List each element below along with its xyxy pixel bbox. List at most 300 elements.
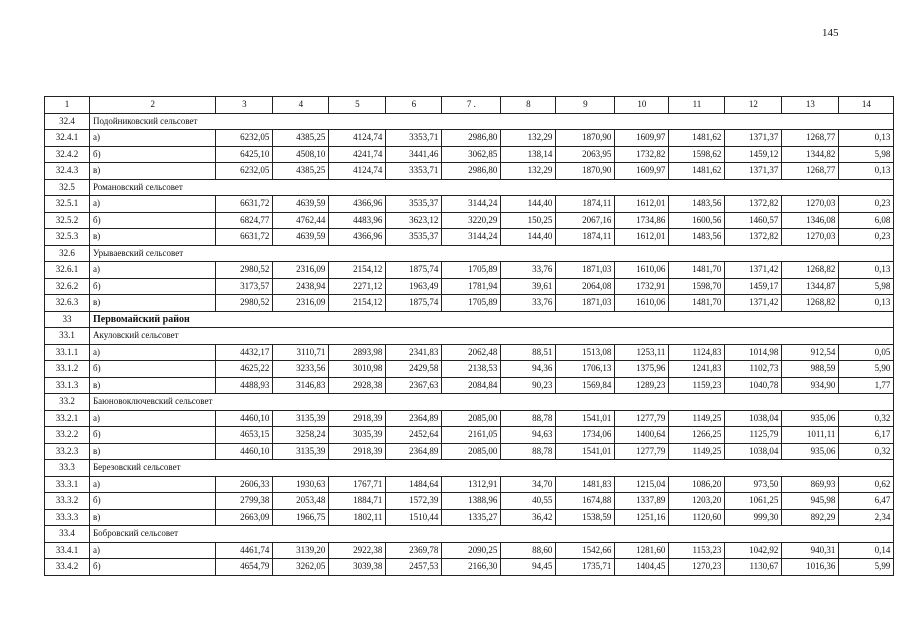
value-cell: 1706,13 [556,361,615,378]
value-cell: 6232,05 [216,163,273,180]
section-row [45,179,894,196]
value-cell: 1277,79 [615,410,669,427]
value-cell: 2316,09 [273,262,329,279]
section-title: Баюновоключевский сельсовет [90,394,216,411]
value-cell: 3035,39 [329,427,386,444]
row-code: 33.1.3 [45,377,90,394]
value-cell: 1541,01 [556,410,615,427]
value-cell: 1120,60 [669,509,725,526]
section-filler [216,394,894,411]
row-code: 32.4.1 [45,130,90,147]
value-cell: 1124,83 [669,344,725,361]
table-row [45,361,894,378]
row-variant: б) [90,427,216,444]
header-cell: 14 [839,97,894,114]
value-cell: 90,23 [501,377,556,394]
value-cell: 2064,08 [556,278,615,295]
table-row [45,559,894,576]
table-row [45,163,894,180]
table-row [45,229,894,246]
row-variant: а) [90,410,216,427]
value-cell: 1460,57 [725,212,782,229]
row-code: 33.3.1 [45,476,90,493]
header-cell: 1 [45,97,90,114]
value-cell: 1404,45 [615,559,669,576]
value-cell: 2980,52 [216,262,273,279]
row-variant: б) [90,278,216,295]
value-cell: 5,99 [839,559,894,576]
value-cell: 1609,97 [615,163,669,180]
value-cell: 5,98 [839,146,894,163]
value-cell: 0,05 [839,344,894,361]
value-cell: 1371,42 [725,262,782,279]
value-cell: 1344,82 [782,146,839,163]
value-cell: 4625,22 [216,361,273,378]
value-cell: 3135,39 [273,410,329,427]
value-cell: 1735,71 [556,559,615,576]
header-cell: 6 [386,97,442,114]
value-cell: 1149,25 [669,443,725,460]
value-cell: 2980,52 [216,295,273,312]
value-cell: 4366,96 [329,229,386,246]
value-cell: 1268,77 [782,163,839,180]
value-cell: 1600,56 [669,212,725,229]
value-cell: 0,23 [839,229,894,246]
value-cell: 94,63 [501,427,556,444]
value-cell: 3353,71 [386,130,442,147]
value-cell: 39,61 [501,278,556,295]
row-code: 32.6.2 [45,278,90,295]
value-cell: 1598,70 [669,278,725,295]
value-cell: 3135,39 [273,443,329,460]
value-cell: 945,98 [782,493,839,510]
value-cell: 0,32 [839,443,894,460]
section-title: Подойниковский сельсовет [90,113,216,130]
value-cell: 6631,72 [216,196,273,213]
row-code: 32.5.1 [45,196,90,213]
value-cell: 1732,82 [615,146,669,163]
value-cell: 1612,01 [615,229,669,246]
header-cell: 3 [216,97,273,114]
value-cell: 6,08 [839,212,894,229]
value-cell: 1874,11 [556,196,615,213]
value-cell: 0,13 [839,295,894,312]
value-cell: 1875,74 [386,295,442,312]
row-variant: в) [90,509,216,526]
value-cell: 2663,09 [216,509,273,526]
value-cell: 1963,49 [386,278,442,295]
value-cell: 988,59 [782,361,839,378]
value-cell: 2918,39 [329,443,386,460]
row-variant: б) [90,146,216,163]
value-cell: 1016,36 [782,559,839,576]
value-cell: 1375,96 [615,361,669,378]
table-row [45,377,894,394]
value-cell: 1541,01 [556,443,615,460]
value-cell: 0,13 [839,163,894,180]
value-cell: 2369,78 [386,542,442,559]
table-row [45,542,894,559]
value-cell: 1042,92 [725,542,782,559]
row-variant: в) [90,163,216,180]
value-cell: 1371,42 [725,295,782,312]
value-cell: 2457,53 [386,559,442,576]
value-cell: 1266,25 [669,427,725,444]
value-cell: 2316,09 [273,295,329,312]
value-cell: 2367,63 [386,377,442,394]
value-cell: 1484,64 [386,476,442,493]
value-cell: 1610,06 [615,295,669,312]
value-cell: 4124,74 [329,130,386,147]
tariff-table [44,96,894,576]
section-row [45,328,894,345]
row-variant: а) [90,262,216,279]
value-cell: 34,70 [501,476,556,493]
value-cell: 1203,20 [669,493,725,510]
section-filler [216,311,894,328]
header-cell: 10 [615,97,669,114]
value-cell: 88,51 [501,344,556,361]
table-row [45,443,894,460]
value-cell: 2799,38 [216,493,273,510]
header-cell: 4 [273,97,329,114]
row-code: 33.4.2 [45,559,90,576]
value-cell: 1289,23 [615,377,669,394]
value-cell: 4241,74 [329,146,386,163]
section-filler [216,113,894,130]
value-cell: 1086,20 [669,476,725,493]
value-cell: 88,60 [501,542,556,559]
value-cell: 1870,90 [556,163,615,180]
value-cell: 1930,63 [273,476,329,493]
value-cell: 1510,44 [386,509,442,526]
value-cell: 132,29 [501,163,556,180]
value-cell: 1011,11 [782,427,839,444]
section-code: 33.2 [45,394,90,411]
value-cell: 1459,12 [725,146,782,163]
value-cell: 1159,23 [669,377,725,394]
header-cell: 8 [501,97,556,114]
row-code: 32.5.2 [45,212,90,229]
value-cell: 6631,72 [216,229,273,246]
value-cell: 912,54 [782,344,839,361]
table-row [45,493,894,510]
value-cell: 4385,25 [273,130,329,147]
value-cell: 2063,95 [556,146,615,163]
value-cell: 6,17 [839,427,894,444]
row-code: 33.2.3 [45,443,90,460]
value-cell: 3258,24 [273,427,329,444]
table-row [45,212,894,229]
value-cell: 1061,25 [725,493,782,510]
value-cell: 1483,56 [669,196,725,213]
header-cell: 2 [90,97,216,114]
table-row [45,262,894,279]
value-cell: 94,36 [501,361,556,378]
value-cell: 2364,89 [386,410,442,427]
row-code: 33.2.1 [45,410,90,427]
row-variant: а) [90,130,216,147]
row-variant: б) [90,493,216,510]
value-cell: 1337,89 [615,493,669,510]
value-cell: 1040,78 [725,377,782,394]
section-row [45,526,894,543]
value-cell: 3233,56 [273,361,329,378]
value-cell: 2154,12 [329,295,386,312]
value-cell: 1781,94 [442,278,501,295]
table-row [45,146,894,163]
value-cell: 2067,16 [556,212,615,229]
value-cell: 1215,04 [615,476,669,493]
value-cell: 1130,67 [725,559,782,576]
value-cell: 2085,00 [442,443,501,460]
value-cell: 3441,46 [386,146,442,163]
row-variant: а) [90,344,216,361]
value-cell: 1277,79 [615,443,669,460]
value-cell: 1270,23 [669,559,725,576]
value-cell: 2922,38 [329,542,386,559]
value-cell: 4762,44 [273,212,329,229]
value-cell: 1870,90 [556,130,615,147]
section-row [45,394,894,411]
value-cell: 3144,24 [442,229,501,246]
district-row [45,311,894,328]
value-cell: 4461,74 [216,542,273,559]
value-cell: 3139,20 [273,542,329,559]
row-variant: в) [90,443,216,460]
value-cell: 2053,48 [273,493,329,510]
value-cell: 2606,33 [216,476,273,493]
value-cell: 0,13 [839,130,894,147]
value-cell: 1732,91 [615,278,669,295]
header-cell: 11 [669,97,725,114]
row-variant: а) [90,196,216,213]
value-cell: 2928,38 [329,377,386,394]
value-cell: 3062,85 [442,146,501,163]
section-row [45,113,894,130]
value-cell: 1281,60 [615,542,669,559]
value-cell: 1372,82 [725,229,782,246]
value-cell: 2,34 [839,509,894,526]
value-cell: 144,40 [501,229,556,246]
section-code: 32.5 [45,179,90,196]
value-cell: 0,62 [839,476,894,493]
value-cell: 2452,64 [386,427,442,444]
table-row [45,509,894,526]
section-code: 33 [45,311,90,328]
value-cell: 1253,11 [615,344,669,361]
value-cell: 934,90 [782,377,839,394]
section-title: Акуловский сельсовет [90,328,216,345]
value-cell: 0,23 [839,196,894,213]
value-cell: 0,13 [839,262,894,279]
section-filler [216,179,894,196]
value-cell: 1268,82 [782,295,839,312]
value-cell: 2986,80 [442,163,501,180]
value-cell: 4460,10 [216,410,273,427]
value-cell: 1371,37 [725,130,782,147]
value-cell: 3173,57 [216,278,273,295]
value-cell: 1400,64 [615,427,669,444]
value-cell: 2986,80 [442,130,501,147]
value-cell: 1734,06 [556,427,615,444]
value-cell: 36,42 [501,509,556,526]
section-code: 32.6 [45,245,90,262]
header-cell: 13 [782,97,839,114]
value-cell: 1125,79 [725,427,782,444]
value-cell: 4654,79 [216,559,273,576]
value-cell: 1312,91 [442,476,501,493]
value-cell: 1268,77 [782,130,839,147]
value-cell: 1481,70 [669,295,725,312]
value-cell: 3535,37 [386,196,442,213]
row-code: 32.4.3 [45,163,90,180]
value-cell: 2084,84 [442,377,501,394]
row-variant: а) [90,542,216,559]
value-cell: 33,76 [501,262,556,279]
section-title: Урывaевский сельсовет [90,245,216,262]
table-row [45,410,894,427]
value-cell: 2438,94 [273,278,329,295]
value-cell: 1481,83 [556,476,615,493]
value-cell: 2918,39 [329,410,386,427]
value-cell: 3353,71 [386,163,442,180]
value-cell: 1268,82 [782,262,839,279]
value-cell: 3110,71 [273,344,329,361]
row-variant: б) [90,361,216,378]
value-cell: 935,06 [782,443,839,460]
value-cell: 2893,98 [329,344,386,361]
value-cell: 1767,71 [329,476,386,493]
value-cell: 1538,59 [556,509,615,526]
value-cell: 1705,89 [442,262,501,279]
value-cell: 6425,10 [216,146,273,163]
value-cell: 4366,96 [329,196,386,213]
value-cell: 2166,30 [442,559,501,576]
district-title: Первомайский район [90,311,216,328]
value-cell: 1483,56 [669,229,725,246]
value-cell: 6,47 [839,493,894,510]
section-filler [216,460,894,477]
value-cell: 1966,75 [273,509,329,526]
value-cell: 3623,12 [386,212,442,229]
value-cell: 1102,73 [725,361,782,378]
value-cell: 1149,25 [669,410,725,427]
table-row [45,130,894,147]
value-cell: 1609,97 [615,130,669,147]
row-variant: в) [90,229,216,246]
value-cell: 999,30 [725,509,782,526]
section-title: Романовский сельсовет [90,179,216,196]
value-cell: 4653,15 [216,427,273,444]
value-cell: 1481,62 [669,163,725,180]
value-cell: 1241,83 [669,361,725,378]
value-cell: 1459,17 [725,278,782,295]
row-code: 33.1.2 [45,361,90,378]
value-cell: 4432,17 [216,344,273,361]
value-cell: 1270,03 [782,229,839,246]
value-cell: 138,14 [501,146,556,163]
value-cell: 4483,96 [329,212,386,229]
section-filler [216,526,894,543]
value-cell: 1335,27 [442,509,501,526]
value-cell: 1598,62 [669,146,725,163]
value-cell: 144,40 [501,196,556,213]
value-cell: 2271,12 [329,278,386,295]
value-cell: 1388,96 [442,493,501,510]
section-code: 33.3 [45,460,90,477]
value-cell: 2138,53 [442,361,501,378]
table-row [45,476,894,493]
value-cell: 1372,82 [725,196,782,213]
value-cell: 1871,03 [556,295,615,312]
row-code: 33.3.2 [45,493,90,510]
value-cell: 2085,00 [442,410,501,427]
row-code: 33.2.2 [45,427,90,444]
value-cell: 940,31 [782,542,839,559]
value-cell: 88,78 [501,410,556,427]
row-code: 32.6.3 [45,295,90,312]
value-cell: 1569,84 [556,377,615,394]
value-cell: 4508,10 [273,146,329,163]
value-cell: 6232,05 [216,130,273,147]
value-cell: 2341,83 [386,344,442,361]
value-cell: 1874,11 [556,229,615,246]
value-cell: 132,29 [501,130,556,147]
value-cell: 1513,08 [556,344,615,361]
value-cell: 4385,25 [273,163,329,180]
value-cell: 1153,23 [669,542,725,559]
row-variant: в) [90,295,216,312]
section-code: 32.4 [45,113,90,130]
value-cell: 892,29 [782,509,839,526]
value-cell: 4124,74 [329,163,386,180]
row-code: 33.4.1 [45,542,90,559]
value-cell: 2429,58 [386,361,442,378]
value-cell: 1572,39 [386,493,442,510]
header-cell: 7 . [442,97,501,114]
page-number: 145 [822,27,839,39]
value-cell: 0,14 [839,542,894,559]
value-cell: 1674,88 [556,493,615,510]
value-cell: 1346,08 [782,212,839,229]
value-cell: 1612,01 [615,196,669,213]
value-cell: 150,25 [501,212,556,229]
value-cell: 1705,89 [442,295,501,312]
value-cell: 1481,62 [669,130,725,147]
table-row [45,196,894,213]
value-cell: 2161,05 [442,427,501,444]
value-cell: 3220,29 [442,212,501,229]
section-title: Бобровский сельсовет [90,526,216,543]
value-cell: 1884,71 [329,493,386,510]
value-cell: 1,77 [839,377,894,394]
value-cell: 3039,38 [329,559,386,576]
value-cell: 1344,87 [782,278,839,295]
value-cell: 1610,06 [615,262,669,279]
row-variant: в) [90,377,216,394]
row-variant: а) [90,476,216,493]
section-row [45,460,894,477]
value-cell: 0,32 [839,410,894,427]
value-cell: 1270,03 [782,196,839,213]
value-cell: 3144,24 [442,196,501,213]
row-variant: б) [90,559,216,576]
value-cell: 869,93 [782,476,839,493]
value-cell: 6824,77 [216,212,273,229]
value-cell: 2364,89 [386,443,442,460]
section-title: Березовский сельсовет [90,460,216,477]
